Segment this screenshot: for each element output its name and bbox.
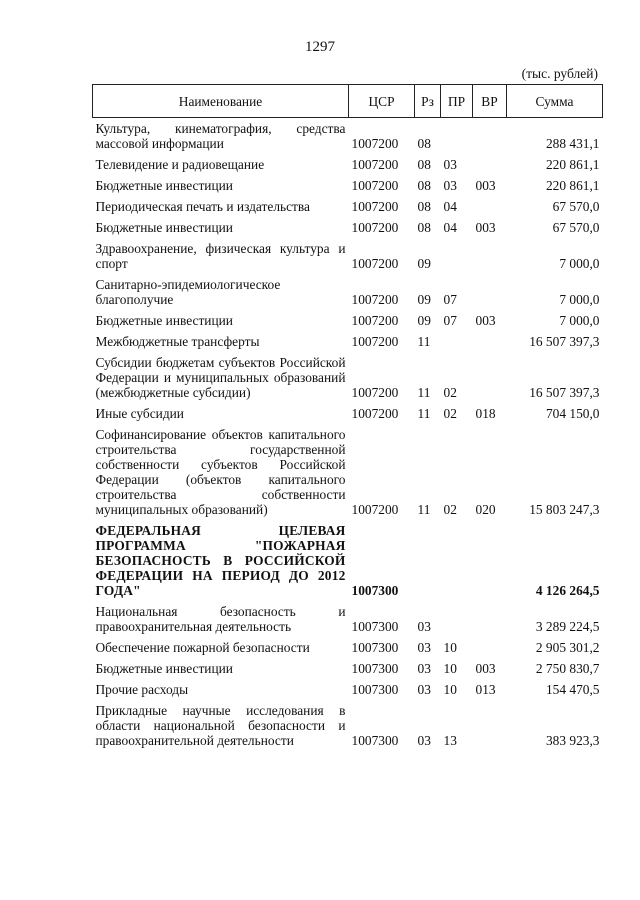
row-pr <box>441 238 473 274</box>
row-sum: 67 570,0 <box>552 220 600 235</box>
row-name: Культура, кинематография, средства массовой информации <box>95 121 346 151</box>
row-sum: 220 861,1 <box>545 178 600 193</box>
column-header-pr: ПР <box>441 85 473 118</box>
row-pr <box>441 601 473 637</box>
row-name: Телевидение и радиовещание <box>95 157 265 172</box>
row-rz: 03 <box>417 733 431 748</box>
row-pr <box>441 331 473 352</box>
column-header-rz: Рз <box>415 85 441 118</box>
row-rz: 08 <box>417 199 431 214</box>
row-sum: 7 000,0 <box>559 256 600 271</box>
row-vr <box>473 637 507 658</box>
row-vr: 003 <box>475 220 496 235</box>
row-csr: 1007200 <box>351 502 399 517</box>
row-csr: 1007200 <box>351 406 399 421</box>
row-pr: 10 <box>443 661 457 676</box>
row-vr <box>473 274 507 310</box>
row-csr: 1007200 <box>351 334 399 349</box>
row-vr <box>473 154 507 175</box>
row-name: Бюджетные инвестиции <box>95 313 233 328</box>
row-name: Бюджетные инвестиции <box>95 661 233 676</box>
table-row <box>93 331 603 352</box>
row-name: Иные субсидии <box>95 406 184 421</box>
row-rz: 09 <box>417 313 431 328</box>
row-csr: 1007300 <box>351 640 399 655</box>
row-csr: 1007300 <box>351 583 399 598</box>
table-row <box>93 601 603 637</box>
row-vr <box>473 196 507 217</box>
row-rz: 08 <box>417 136 431 151</box>
table-row <box>93 310 603 331</box>
row-rz: 09 <box>417 292 431 307</box>
table-row <box>93 700 603 751</box>
row-sum: 383 923,3 <box>545 733 600 748</box>
row-rz: 03 <box>417 619 431 634</box>
row-vr: 003 <box>475 313 496 328</box>
row-pr: 04 <box>443 220 457 235</box>
row-vr <box>473 601 507 637</box>
row-rz: 03 <box>417 640 431 655</box>
row-name: Здравоохранение, физическая культура и спорт <box>95 241 346 271</box>
row-name: ФЕДЕРАЛЬНАЯ ЦЕЛЕВАЯ ПРОГРАММА "ПОЖАРНАЯ БЕЗОПАСНОСТЬ В РОССИЙСКОЙ ФЕДЕРАЦИИ НА ПЕРИОД ДО 2012 ГОДА" <box>95 523 346 598</box>
table-row <box>93 217 603 238</box>
row-vr: 013 <box>475 682 496 697</box>
column-header-vr: ВР <box>473 85 507 118</box>
row-name: Периодическая печать и издательства <box>95 199 310 214</box>
row-pr <box>441 520 473 601</box>
row-pr: 13 <box>443 733 457 748</box>
row-sum: 7 000,0 <box>559 292 600 307</box>
row-vr: 003 <box>475 661 496 676</box>
row-pr: 04 <box>443 199 457 214</box>
row-sum: 16 507 397,3 <box>529 385 600 400</box>
row-csr: 1007300 <box>351 682 399 697</box>
table-row <box>93 637 603 658</box>
budget-table <box>92 84 603 751</box>
table-row <box>93 274 603 310</box>
row-vr: 003 <box>475 178 496 193</box>
row-csr: 1007300 <box>351 619 399 634</box>
row-pr: 07 <box>443 313 457 328</box>
row-vr <box>473 331 507 352</box>
row-sum: 3 289 224,5 <box>535 619 600 634</box>
table-row <box>93 520 603 601</box>
row-rz: 11 <box>417 334 431 349</box>
row-sum: 2 905 301,2 <box>535 640 600 655</box>
row-csr: 1007200 <box>351 292 399 307</box>
column-header-csr: ЦСР <box>349 85 415 118</box>
row-name: Прочие расходы <box>95 682 189 697</box>
table-row <box>93 403 603 424</box>
row-name: Санитарно-эпидемиологическое благополучие <box>95 277 281 307</box>
row-csr: 1007200 <box>351 256 399 271</box>
row-rz: 09 <box>417 256 431 271</box>
row-pr: 02 <box>443 385 457 400</box>
row-sum: 154 470,5 <box>545 682 600 697</box>
table-row <box>93 154 603 175</box>
row-sum: 4 126 264,5 <box>535 583 600 598</box>
table-row <box>93 679 603 700</box>
row-rz: 11 <box>417 406 431 421</box>
table-row <box>93 658 603 679</box>
table-row <box>93 238 603 274</box>
row-csr: 1007200 <box>351 220 399 235</box>
row-pr: 02 <box>443 406 457 421</box>
row-vr <box>473 352 507 403</box>
row-rz: 03 <box>417 661 431 676</box>
row-rz: 11 <box>417 502 431 517</box>
table-row <box>93 196 603 217</box>
row-sum: 704 150,0 <box>545 406 600 421</box>
row-csr: 1007200 <box>351 313 399 328</box>
table-row <box>93 118 603 155</box>
row-csr: 1007200 <box>351 178 399 193</box>
row-vr <box>473 700 507 751</box>
row-name: Прикладные научные исследования в области национальной безопасности и правоохранительной деятельности <box>95 703 346 748</box>
row-sum: 16 507 397,3 <box>529 334 600 349</box>
row-vr: 020 <box>475 502 496 517</box>
row-vr <box>473 238 507 274</box>
row-name: Бюджетные инвестиции <box>95 178 233 193</box>
table-row <box>93 352 603 403</box>
row-sum: 288 431,1 <box>545 136 600 151</box>
row-csr: 1007200 <box>351 136 399 151</box>
row-rz <box>415 520 441 601</box>
row-rz: 08 <box>417 220 431 235</box>
row-rz: 08 <box>417 157 431 172</box>
row-csr: 1007200 <box>351 385 399 400</box>
row-rz: 11 <box>417 385 431 400</box>
row-vr: 018 <box>475 406 496 421</box>
column-header-sum: Сумма <box>507 85 603 118</box>
table-row <box>93 424 603 520</box>
row-name: Бюджетные инвестиции <box>95 220 233 235</box>
table-header-row <box>93 85 603 118</box>
row-vr <box>473 118 507 155</box>
row-csr: 1007200 <box>351 157 399 172</box>
row-sum: 2 750 830,7 <box>535 661 600 676</box>
row-sum: 15 803 247,3 <box>529 502 600 517</box>
row-pr: 03 <box>443 178 457 193</box>
row-pr: 10 <box>443 640 457 655</box>
row-name: Межбюджетные трансферты <box>95 334 260 349</box>
row-name: Обеспечение пожарной безопасности <box>95 640 310 655</box>
row-vr <box>473 520 507 601</box>
row-pr <box>441 118 473 155</box>
row-pr: 03 <box>443 157 457 172</box>
row-pr: 10 <box>443 682 457 697</box>
row-sum: 7 000,0 <box>559 313 600 328</box>
page-number: 1297 <box>305 39 335 55</box>
row-pr: 07 <box>443 292 457 307</box>
units-label: (тыс. рублей) <box>521 66 598 81</box>
row-csr: 1007300 <box>351 733 399 748</box>
row-sum: 220 861,1 <box>545 157 600 172</box>
row-csr: 1007200 <box>351 199 399 214</box>
row-rz: 08 <box>417 178 431 193</box>
row-name: Национальная безопасность и правоохранительная деятельность <box>95 604 346 634</box>
row-pr: 02 <box>443 502 457 517</box>
row-name: Софинансирование объектов капитального строительства государственной собственности субъектов Российской Федерации (объектов капитального строительства собственности муниципальных образований) <box>95 427 346 517</box>
row-sum: 67 570,0 <box>552 199 600 214</box>
row-csr: 1007300 <box>351 661 399 676</box>
row-rz: 03 <box>417 682 431 697</box>
row-name: Субсидии бюджетам субъектов Российской Федерации и муниципальных образований (межбюджетные субсидии) <box>95 355 346 400</box>
table-row <box>93 175 603 196</box>
column-header-name: Наименование <box>93 85 349 118</box>
